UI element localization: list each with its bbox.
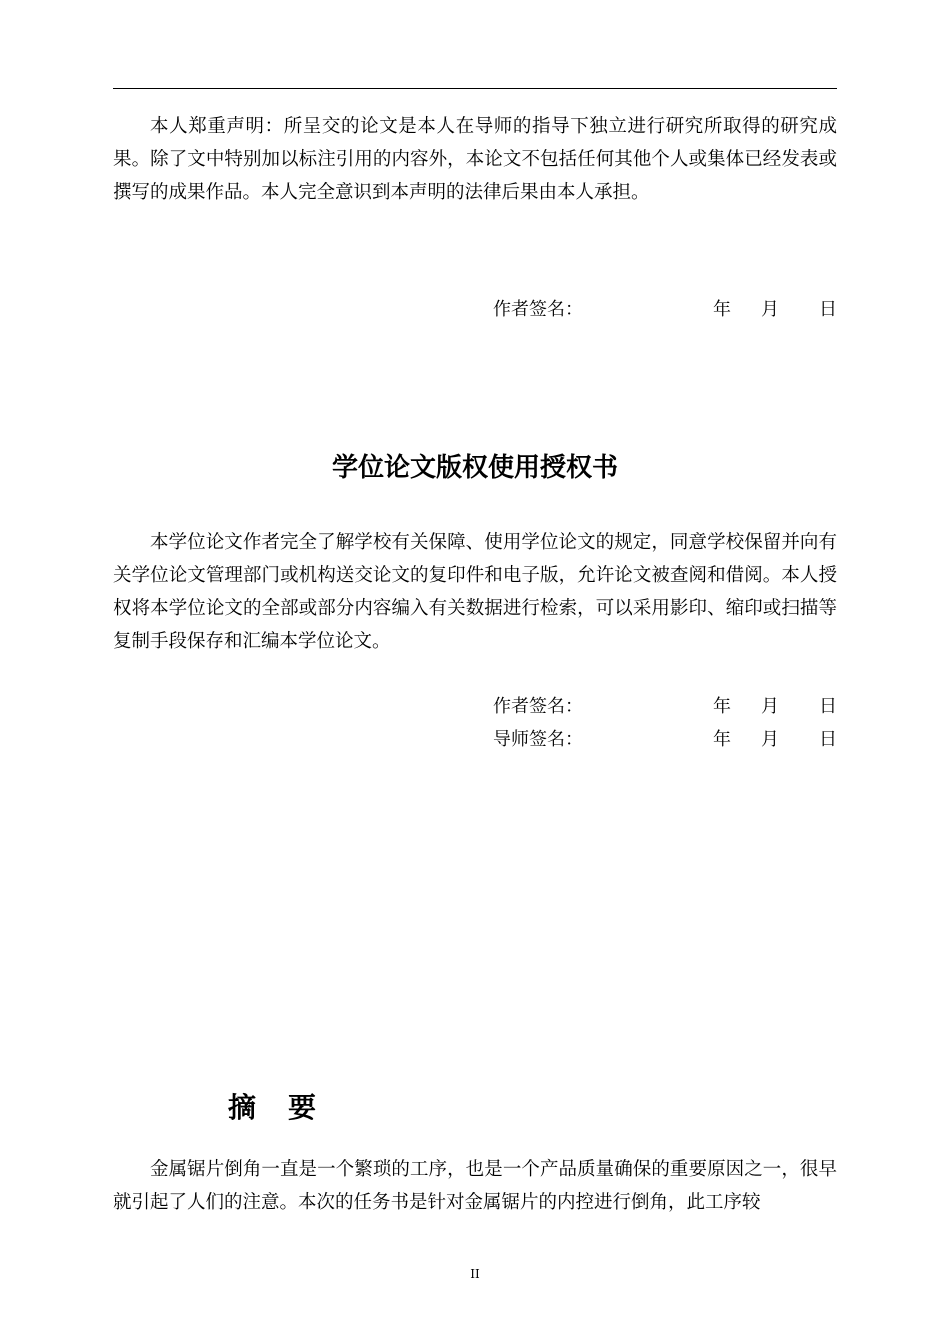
year-label: 年	[713, 729, 731, 750]
abstract-paragraph	[113, 1153, 837, 1219]
month-label: 月	[761, 299, 779, 320]
copyright-paragraph	[113, 526, 837, 658]
declaration-text: 本人郑重声明：所呈交的论文是本人在导师的指导下独立进行研究所取得的研究成果。除了文中特别加以标注引用的内容外，本论文不包括任何其他个人或集体已经发表或撰写的成果作品。本人完全意识到本声明的法律后果由本人承担。	[113, 116, 837, 203]
year-label: 年	[713, 299, 731, 320]
copyright-text: 本学位论文作者完全了解学校有关保障、使用学位论文的规定，同意学校保留并向有关学位论文管理部门或机构送交论文的复印件和电子版，允许论文被查阅和借阅。本人授权将本学位论文的全部或部分内容编入有关数据进行检索，可以采用影印、缩印或扫描等复制手段保存和汇编本学位论文。	[113, 532, 837, 652]
copyright-title: 学位论文版权使用授权书	[331, 453, 618, 483]
day-label: 日	[819, 299, 837, 320]
year-label: 年	[713, 696, 731, 717]
declaration-author-signature-row	[493, 297, 837, 323]
month-label: 月	[761, 729, 779, 750]
day-label: 日	[819, 729, 837, 750]
declaration-paragraph	[113, 110, 837, 209]
header-rule	[113, 88, 837, 89]
signature-label: 作者签名：	[493, 299, 583, 320]
copyright-advisor-signature-row	[493, 727, 837, 753]
abstract-text: 金属锯片倒角一直是一个繁琐的工序，也是一个产品质量确保的重要原因之一，很早就引起了人们的注意。本次的任务书是针对金属锯片的内控进行倒角，此工序较	[113, 1159, 837, 1213]
signature-label: 作者签名：	[493, 696, 583, 717]
page-number: II	[470, 1267, 480, 1281]
abstract-title: 摘 要	[228, 1091, 319, 1124]
signature-label: 导师签名：	[493, 729, 583, 750]
day-label: 日	[819, 696, 837, 717]
copyright-author-signature-row	[493, 694, 837, 720]
month-label: 月	[761, 696, 779, 717]
